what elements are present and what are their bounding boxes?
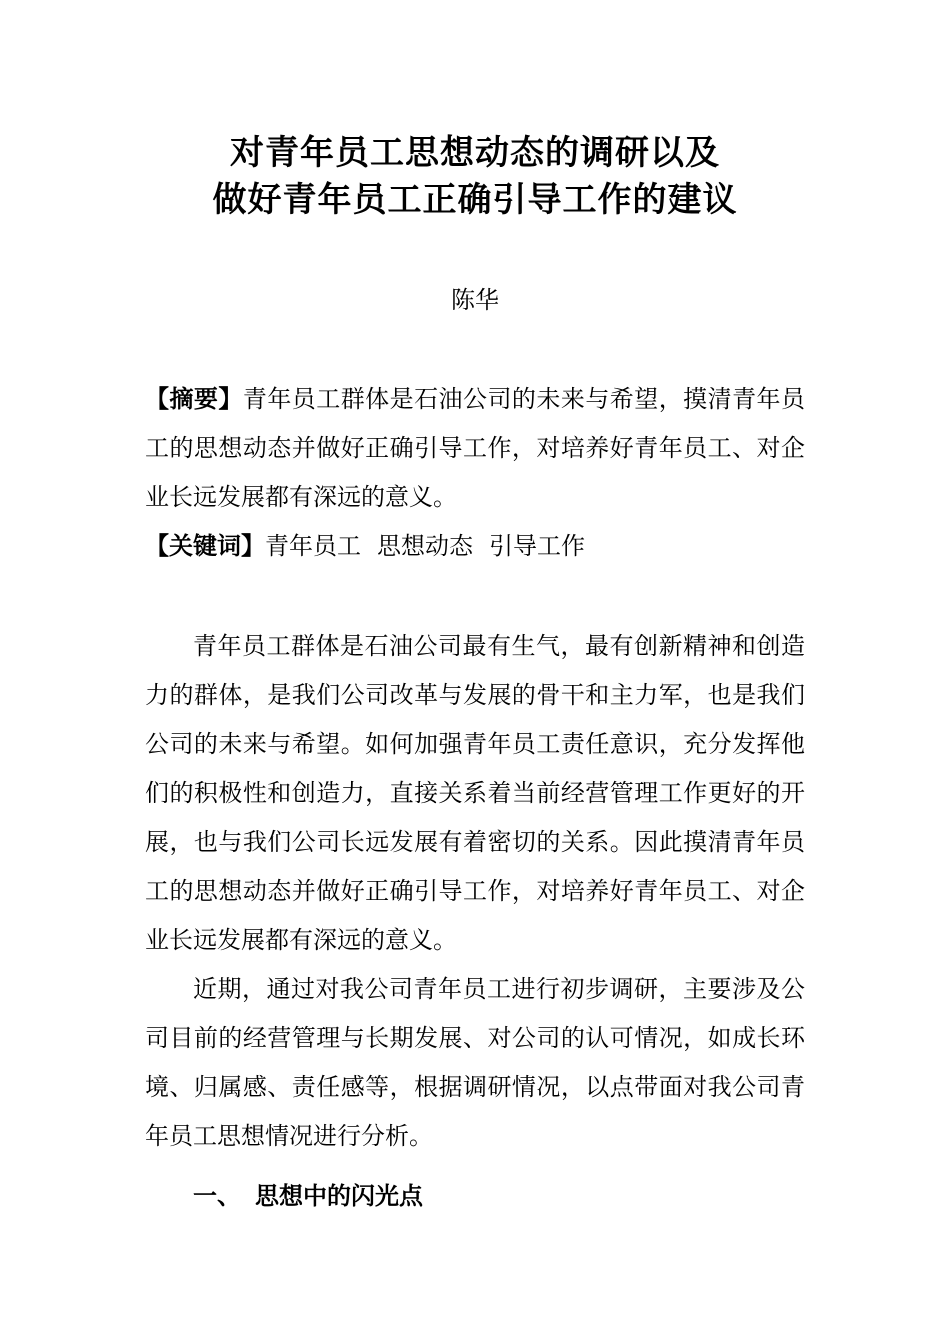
keyword-item: 思想动态 (377, 532, 473, 560)
body-paragraph-2: 近期，通过对我公司青年员工进行初步调研，主要涉及公司目前的经营管理与长期发展、对公司的认可情况，如成长环境、归属感、责任感等，根据调研情况，以点带面对我公司青年员工思想情况进行分析。 (145, 975, 805, 1150)
section-heading-text: 思想中的闪光点 (255, 1181, 423, 1210)
abstract-paragraph (145, 374, 805, 522)
document-title-line-2: 做好青年员工正确引导工作的建议 (212, 180, 738, 220)
keywords-label: 【关键词】 (145, 531, 265, 560)
document-title-line-1: 对青年员工思想动态的调研以及 (230, 133, 720, 173)
abstract-text: 青年员工群体是石油公司的未来与希望，摸清青年员工的思想动态并做好正确引导工作，对培养好青年员工、对企业长远发展都有深远的意义。 (145, 385, 806, 511)
body-paragraph-1: 青年员工群体是石油公司最有生气，最有创新精神和创造力的群体，是我们公司改革与发展的骨干和主力军，也是我们公司的未来与希望。如何加强青年员工责任意识，充分发挥他们的积极性和创造力，直接关系着当前经营管理工作更好的开展，也与我们公司长远发展有着密切的关系。因此摸清青年员工的思想动态并做好正确引导工作，对培养好青年员工、对企业长远发展都有深远的意义。 (145, 632, 805, 954)
keywords-line (145, 521, 805, 571)
author-name: 陈华 (451, 286, 499, 314)
section-heading-number: 一、 (193, 1181, 241, 1210)
abstract-label: 【摘要】 (145, 384, 243, 413)
section-heading (193, 1176, 423, 1216)
keyword-item: 青年员工 (265, 532, 361, 560)
keyword-item: 引导工作 (489, 532, 585, 560)
